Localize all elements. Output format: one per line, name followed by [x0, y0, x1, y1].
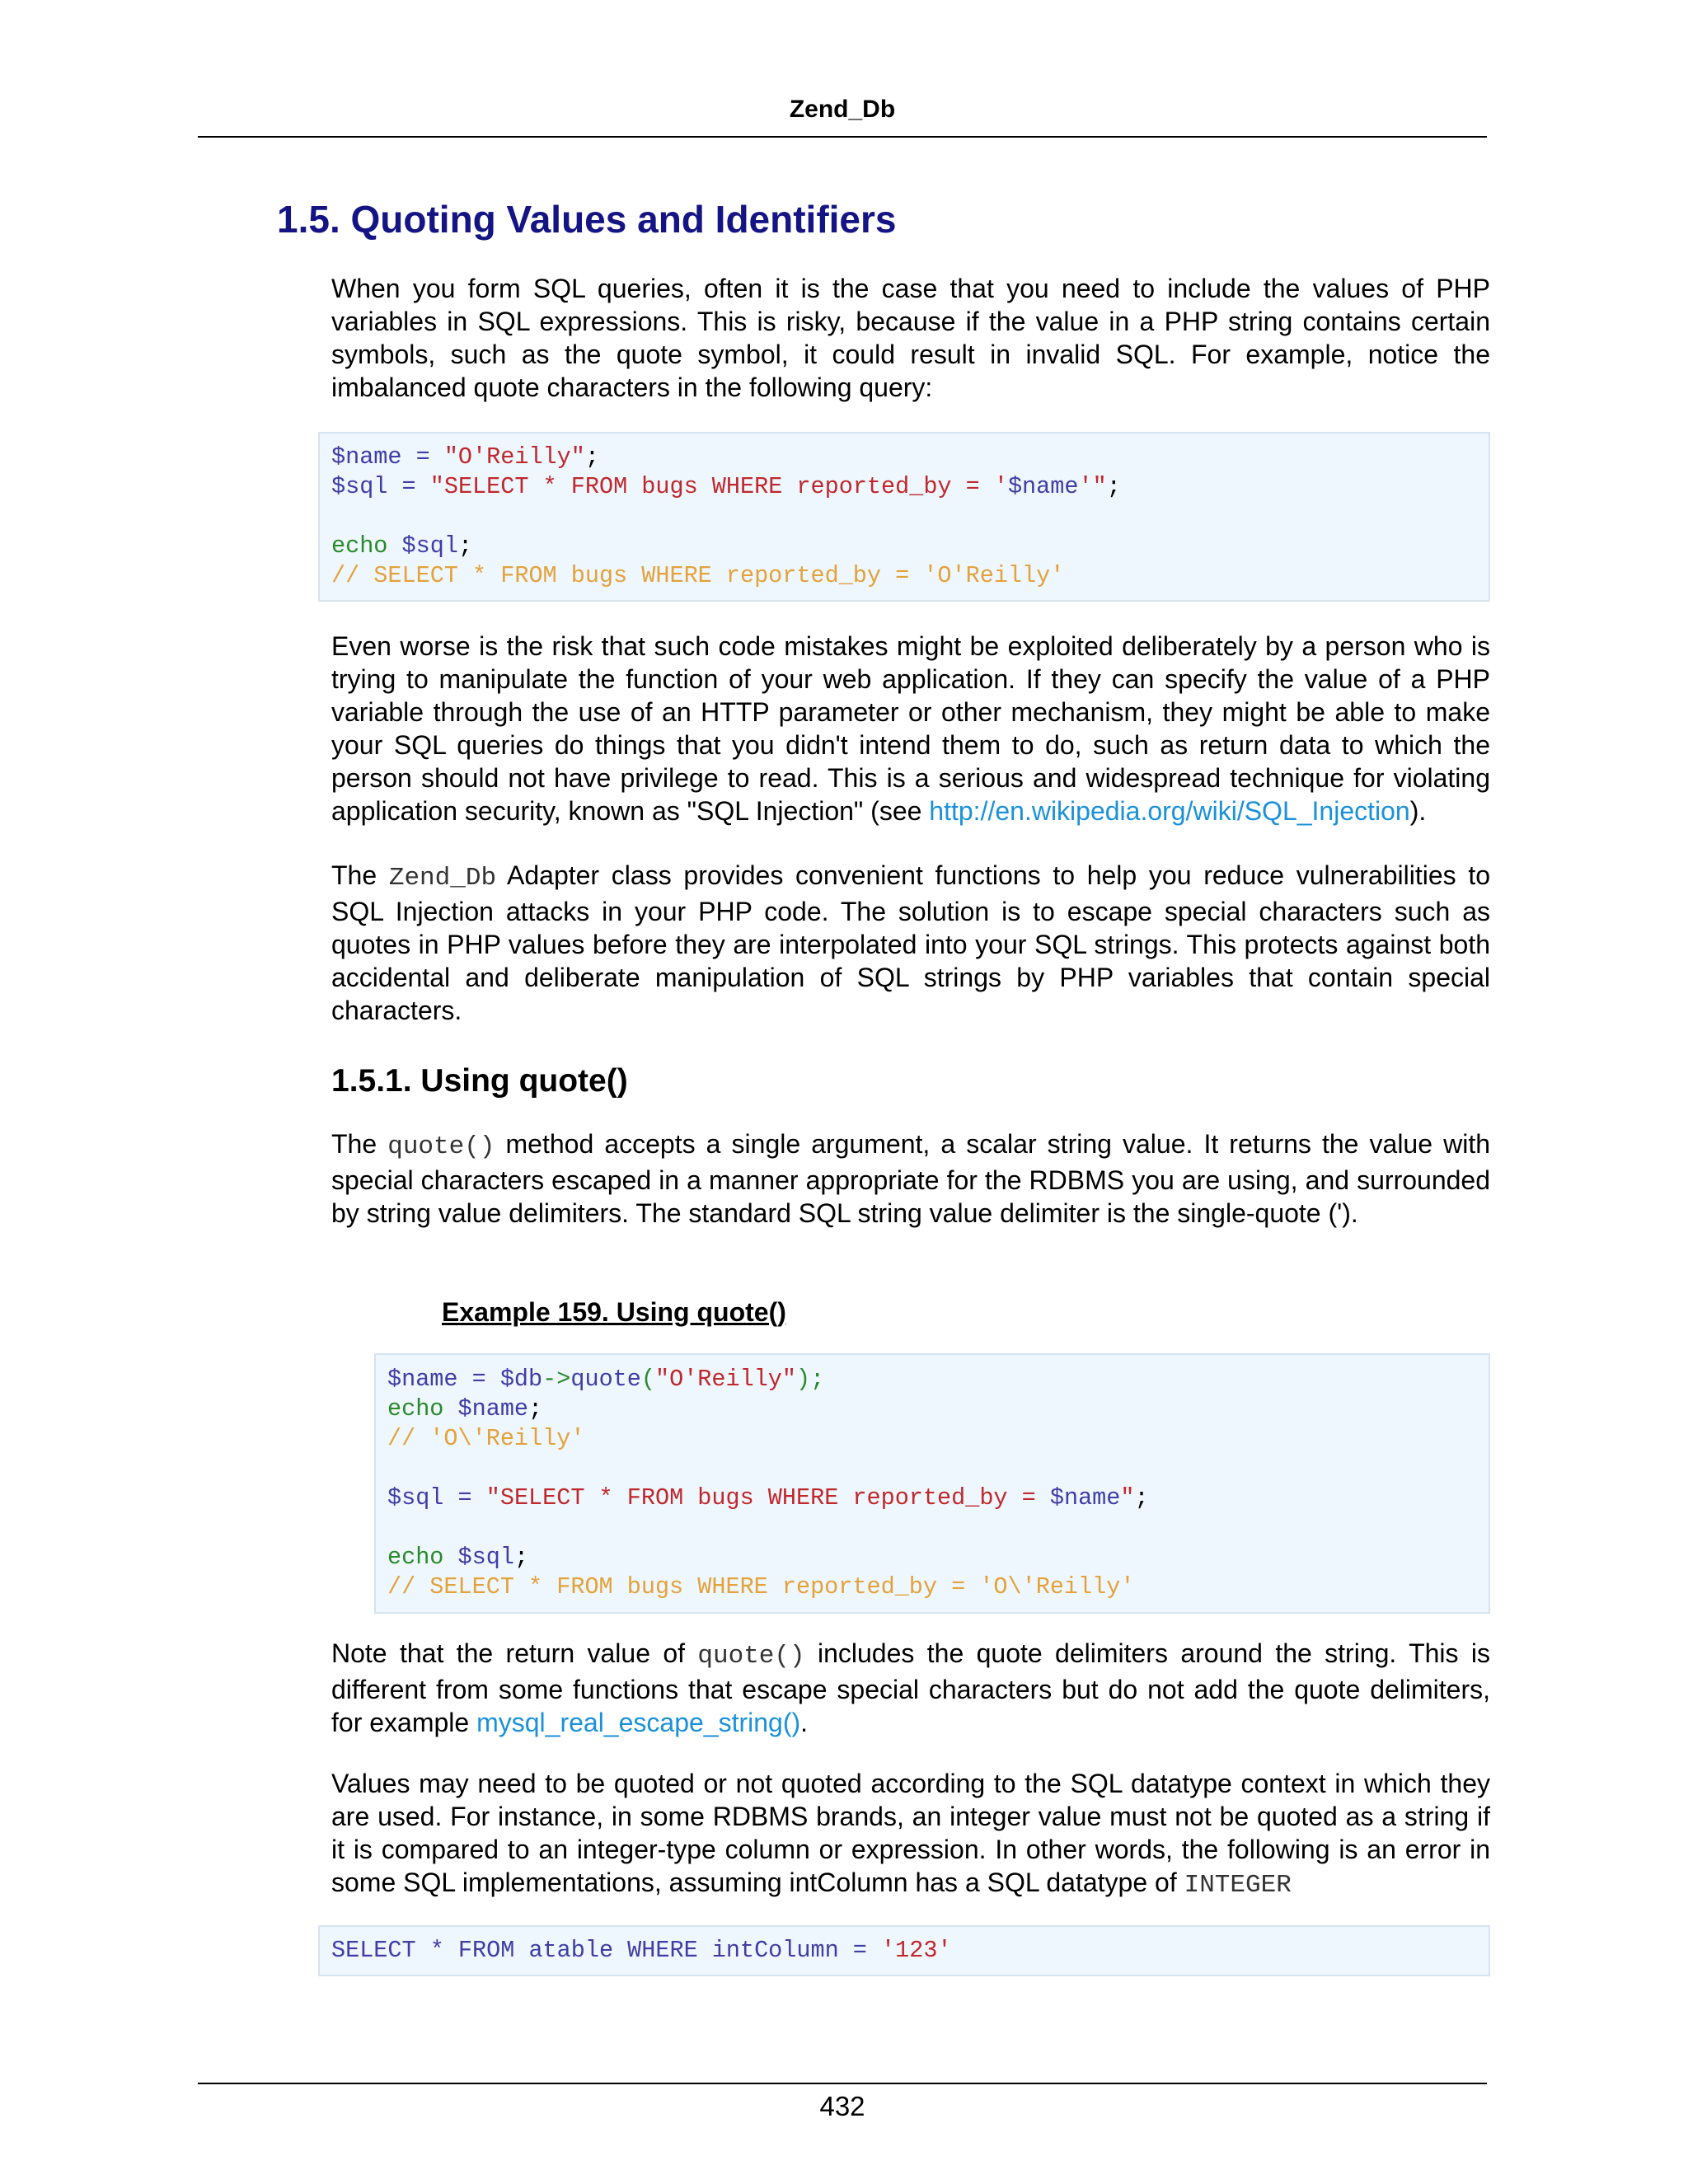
paragraph-datatype-text: Values may need to be quoted or not quoted according to the SQL datatype context in which they are used. For instance, in some RDBMS brands, an integer value must not be quoted as a string if it is compared to an integer-type column or expression. In other words, the following is an error in some SQL implementations, assuming intColumn has a SQL datatype of	[331, 1769, 1490, 1897]
paragraph-adapter	[331, 859, 1490, 1027]
code-token: // SELECT * FROM bugs WHERE reported_by = 'O'Reilly'	[331, 562, 1065, 589]
code-token: echo	[387, 1395, 458, 1422]
mysql-escape-link[interactable]: mysql_real_escape_string()	[476, 1708, 801, 1737]
paragraph-return-text: includes the quote delimiters around the string. This is different from some functions that escape special characters but do not add the quote delimiters, for example	[331, 1638, 1490, 1737]
section-title: 1.5. Quoting Values and Identifiers	[277, 198, 897, 241]
code-line	[331, 532, 1489, 561]
code-token: $name	[1007, 473, 1079, 500]
paragraph-quote-text: method accepts a single argument, a scalar string value. It returns the value with special characters escaped in a manner appropriate for the RDBMS you are using, and surrounded by string value delimiters. The standard SQL string value delimiter is the single-quote (').	[331, 1129, 1491, 1228]
paragraph-sql-injection-text: Even worse is the risk that such code mistakes might be exploited deliberately by a person who is trying to manipulate the function of your web application. If they can specify the value of a PHP variable through the use of an HTTP parameter or other mechanism, they might be able to make your SQL queries do things that you didn't intend them to do, such as return data to which the person should not have privilege to read. This is a serious and widespread technique for violating application security, known as "SQL Injection" (see	[331, 631, 1490, 826]
paragraph-intro: When you form SQL queries, often it is the case that you need to include the values of PHP variables in SQL expressions. This is risky, because if the value in a PHP string contains certain symbols, such as the quote symbol, it could result in invalid SQL. For example, notice the imbalanced quote characters in the following query:	[331, 274, 1490, 402]
code-line	[387, 1424, 1489, 1454]
paragraph-adapter-lead: The	[331, 860, 389, 890]
code-line	[331, 472, 1489, 502]
code-token: "O'Reilly"	[654, 1366, 797, 1393]
code-token: ;	[513, 1544, 529, 1571]
code-token: $sql	[401, 532, 458, 560]
code-line	[387, 1572, 1489, 1602]
paragraph-datatype	[331, 1767, 1490, 1902]
code-token: );	[796, 1366, 825, 1393]
paragraph-quote-method	[331, 1127, 1490, 1230]
paragraph-sql-injection	[331, 630, 1490, 827]
code-token: // 'O\'Reilly'	[387, 1425, 585, 1452]
code-token: $name	[387, 1366, 458, 1393]
code-token: $sql	[331, 473, 388, 500]
code-token: $db	[499, 1366, 543, 1393]
inline-code-quote-2: quote()	[697, 1642, 805, 1671]
code-token: =	[443, 1484, 486, 1511]
code-line	[387, 1483, 1489, 1513]
code-token: $name	[331, 443, 402, 471]
code-block-int-column	[318, 1925, 1490, 1976]
code-token: $name	[1049, 1484, 1121, 1511]
code-line	[331, 502, 1489, 532]
code-token: "SELECT * FROM bugs WHERE reported_by =	[485, 1484, 1050, 1511]
code-line	[387, 1513, 1489, 1543]
code-token: =	[387, 473, 430, 500]
inline-code-quote: quote()	[387, 1132, 495, 1161]
paragraph-return-value	[331, 1637, 1490, 1739]
code-token: ;	[528, 1395, 543, 1422]
code-token: SELECT * FROM atable WHERE intColumn =	[331, 1937, 882, 1964]
inline-code-zend-db: Zend_Db	[388, 864, 497, 893]
code-token: "SELECT * FROM bugs WHERE reported_by = '	[429, 473, 1008, 500]
code-block-imbalanced-query	[318, 432, 1490, 602]
code-line	[331, 443, 1489, 472]
running-header: Zend_Db	[789, 96, 896, 123]
code-block-using-quote	[374, 1353, 1490, 1614]
code-token: $name	[457, 1395, 529, 1422]
page-number: 432	[819, 2091, 865, 2121]
code-line	[387, 1394, 1489, 1424]
paragraph-return-lead: Note that the return value of	[331, 1638, 698, 1668]
paragraph-quote-lead: The	[331, 1129, 388, 1159]
example-title: Example 159. Using quote()	[442, 1297, 786, 1327]
sql-injection-link[interactable]: http://en.wikipedia.org/wiki/SQL_Injection	[929, 796, 1410, 826]
code-line	[387, 1454, 1489, 1483]
code-token: $sql	[387, 1484, 444, 1511]
code-token: quote	[570, 1366, 641, 1393]
code-token: "O'Reilly"	[443, 443, 585, 471]
code-token: ;	[1134, 1484, 1149, 1511]
code-token: echo	[331, 532, 402, 560]
code-token: $sql	[457, 1544, 514, 1571]
code-line	[331, 1936, 1489, 1966]
code-token: ;	[584, 443, 599, 471]
code-token: echo	[387, 1544, 458, 1571]
paragraph-sql-injection-tail: ).	[1409, 796, 1427, 826]
paragraph-return-tail: .	[800, 1708, 809, 1737]
code-token: =	[401, 443, 444, 471]
code-token: ;	[457, 532, 473, 560]
code-line	[387, 1365, 1489, 1394]
inline-code-integer: INTEGER	[1184, 1871, 1292, 1900]
paragraph-adapter-text: Adapter class provides convenient functions to help you reduce vulnerabilities to SQL Injection attacks in your PHP code. The solution is to escape special characters such as quotes in PHP values before they are interpolated into your SQL strings. This protects against both accidental and deliberate manipulation of SQL strings by PHP variables that contain special characters.	[331, 860, 1491, 1025]
code-line	[387, 1543, 1489, 1572]
code-token: "	[1120, 1484, 1135, 1511]
footer-rule	[198, 2083, 1487, 2084]
subsection-title: 1.5.1. Using quote()	[331, 1063, 628, 1099]
code-token: ;	[1106, 473, 1121, 500]
code-token: (	[640, 1366, 655, 1393]
code-token: '"	[1078, 473, 1107, 500]
code-token: // SELECT * FROM bugs WHERE reported_by = 'O\'Reilly'	[387, 1573, 1135, 1601]
code-line	[331, 561, 1489, 591]
code-token: =	[457, 1366, 500, 1393]
code-token: ->	[542, 1366, 571, 1393]
code-token: '123'	[881, 1937, 952, 1964]
header-rule	[198, 136, 1487, 138]
